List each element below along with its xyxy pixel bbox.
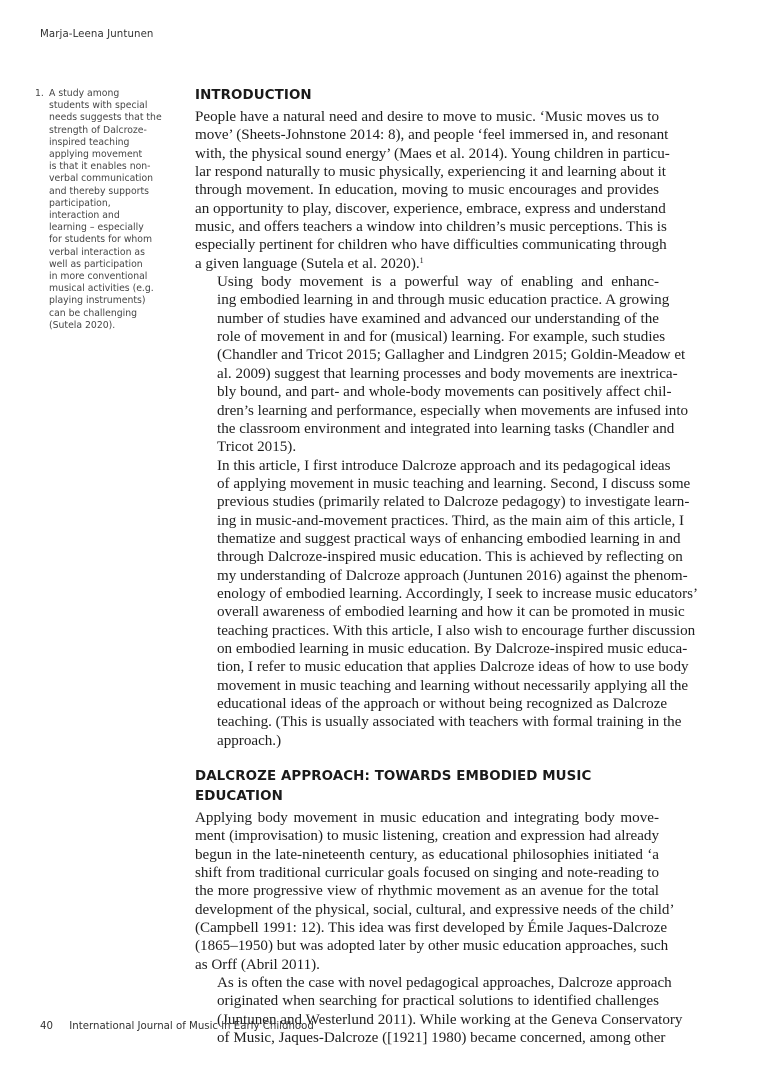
sidenote-line: well as participation <box>49 258 143 270</box>
text-line: on embodied learning in music education. By Dalcroze-inspired music educa- <box>217 640 688 657</box>
sidenote-line: participation, <box>49 197 111 209</box>
text-line: of Music, Jaques-Dalcroze ([1921] 1980) became concerned, among other <box>217 1030 666 1047</box>
text-line: tion, I refer to music education that applies Dalcroze ideas of how to use body <box>217 659 689 676</box>
paragraph <box>195 809 675 974</box>
text-line: shift from traditional curricular goals focused on singing and note-reading to <box>195 865 659 882</box>
section-heading-dalcroze-approach: DALCROZE APPROACH: TOWARDS EMBODIED MUSIC EDUCATION <box>195 769 592 805</box>
sidenote-line: verbal interaction as <box>49 246 145 258</box>
text-line: ing in music-and-movement practices. Third, as the main aim of this article, I <box>217 512 685 529</box>
sidenote-line: in more conventional <box>49 271 148 283</box>
text-line: music, and offers teachers a window into children’s music perceptions. This is <box>195 219 667 236</box>
text-line: number of studies have examined and advanced our understanding of the <box>217 310 659 327</box>
paragraph <box>195 457 699 751</box>
sidenote-1 <box>35 88 185 332</box>
text-line: bly bound, and part- and whole-body movements can positively affect chil- <box>217 384 672 401</box>
text-line: the more progressive view of rhythmic movement as an avenue for the total <box>195 883 659 900</box>
text-line: Tricot 2015). <box>217 439 297 456</box>
text-line: thematize and suggest practical ways of enhancing embodied learning in and <box>217 530 681 547</box>
sidenote-line: is that it enables non- <box>49 161 151 173</box>
text-line: In this article, I first introduce Dalcroze approach and its pedagogical ideas <box>217 457 671 474</box>
sidenote-line: verbal communication <box>49 173 154 185</box>
text-line: al. 2009) suggest that learning processes and body movements are inextrica- <box>217 365 678 382</box>
text-line: the classroom environment and integrated into learning tasks (Chandler and <box>217 420 675 437</box>
text-line: (Juntunen and Westerlund 2011). While working at the Geneva Conservatory <box>217 1011 683 1028</box>
running-head-author: Marja-Leena Juntunen <box>40 29 154 40</box>
text-line: teaching practices. With this article, I also wish to encourage further discussion <box>217 622 696 639</box>
sidenote-line: for students for whom <box>49 234 153 246</box>
paragraph <box>195 273 689 456</box>
text-line: move’ (Sheets-Johnstone 2014: 8), and people ‘feel immersed in, and resonant <box>195 127 669 144</box>
sidenote-line: can be challenging <box>49 307 137 319</box>
text-line: Using body movement is a powerful way of enabling and enhanc- <box>217 274 659 291</box>
sidenote-line: (Sutela 2020). <box>49 319 116 331</box>
text-line: As is often the case with novel pedagogical approaches, Dalcroze approach <box>217 975 672 992</box>
text-line: as Orff (Abril 2011). <box>195 956 320 973</box>
text-line: previous studies (primarily related to Dalcroze pedagogy) to investigate learn- <box>217 494 690 511</box>
paragraph <box>195 974 683 1047</box>
text-line: educational ideas of the approach or without being recognized as Dalcroze <box>217 696 668 712</box>
text-line: approach.) <box>217 732 282 749</box>
text-line: a given language (Sutela et al. 2020).$^1$ <box>195 255 424 272</box>
sidenote-line: students with special <box>49 100 148 112</box>
page-footer <box>40 1021 314 1032</box>
sidenote-line: A study among <box>49 88 120 99</box>
text-line: lar respond naturally to music physically, experiencing it and learning about it <box>195 164 666 181</box>
section-heading-introduction: INTRODUCTION <box>195 88 312 103</box>
article-body <box>195 86 699 1048</box>
text-line: (Chandler and Tricot 2015; Gallagher and Lindgren 2015; Goldin-Meadow et <box>217 347 686 364</box>
sidenote-number: 1. <box>35 88 44 99</box>
text-line: with, the physical sound energy’ (Maes et al. 2014). Young children in particu- <box>195 145 670 162</box>
sidenote-line: interaction and <box>49 210 120 222</box>
text-line: begun in the late-nineteenth century, as educational philosophies initiated ‘a <box>195 846 659 863</box>
text-line: through Dalcroze-inspired music education. This is achieved by reflecting on <box>217 549 683 566</box>
text-line: my understanding of Dalcroze approach (Juntunen 2016) against the phenom- <box>217 567 688 584</box>
text-line: (Campbell 1991: 12). This idea was first developed by Émile Jaques-Dalcroze <box>195 920 668 937</box>
text-line: People have a natural need and desire to move to music. ‘Music moves us to <box>195 109 659 125</box>
text-line: especially pertinent for children who have difficulties communicating through <box>195 237 667 254</box>
journal-title: International Journal of Music in Early Childhood <box>69 1021 314 1032</box>
text-line: ment (improvisation) to music listening, creation and expression had already <box>195 828 659 845</box>
text-line: overall awareness of embodied learning and how it can be promoted in music <box>217 604 685 621</box>
sidenote-line: applying movement <box>49 149 143 161</box>
text-line: through movement. In education, moving to music encourages and provides <box>195 182 659 199</box>
sidenote-line: inspired teaching <box>49 136 130 148</box>
text-line: an opportunity to play, discover, experience, embrace, express and understand <box>195 200 666 217</box>
sidenote-line: needs suggests that the <box>49 112 162 124</box>
text-line: originated when searching for practical solutions to identified challenges <box>217 993 659 1010</box>
footnote-ref[interactable]: 1 <box>419 255 424 265</box>
sidenote-line: strength of Dalcroze- <box>49 124 147 136</box>
text-line: Applying body movement in music education and integrating body move- <box>195 810 659 827</box>
sidenote-line: and thereby supports <box>49 185 149 197</box>
text-line: development of the physical, social, cultural, and expressive needs of the child’ <box>195 901 675 918</box>
page-number: 40 <box>40 1021 53 1032</box>
text-line: teaching. (This is usually associated with teachers with formal training in the <box>217 714 682 731</box>
text-line: role of movement in and for (musical) learning. For example, such studies <box>217 329 666 346</box>
text-line: dren’s learning and performance, especially when movements are infused into <box>217 402 689 419</box>
text-line: enology of embodied learning. Accordingly, I seek to increase music educators’ <box>217 585 699 602</box>
text-line: of applying movement in music teaching and learning. Second, I discuss some <box>217 475 691 492</box>
paragraph <box>195 108 670 273</box>
sidenote-line: playing instruments) <box>49 295 146 307</box>
text-line: (1865–1950) but was adopted later by other music education approaches, such <box>195 938 669 955</box>
sidenote-text <box>49 88 185 332</box>
sidenote-line: learning – especially <box>49 222 144 234</box>
sidenote-line: musical activities (e.g. <box>49 283 154 295</box>
text-line: ing embodied learning in and through music education practice. A growing <box>217 292 670 309</box>
text-line: movement in music teaching and learning without necessarily applying all the <box>217 677 689 694</box>
